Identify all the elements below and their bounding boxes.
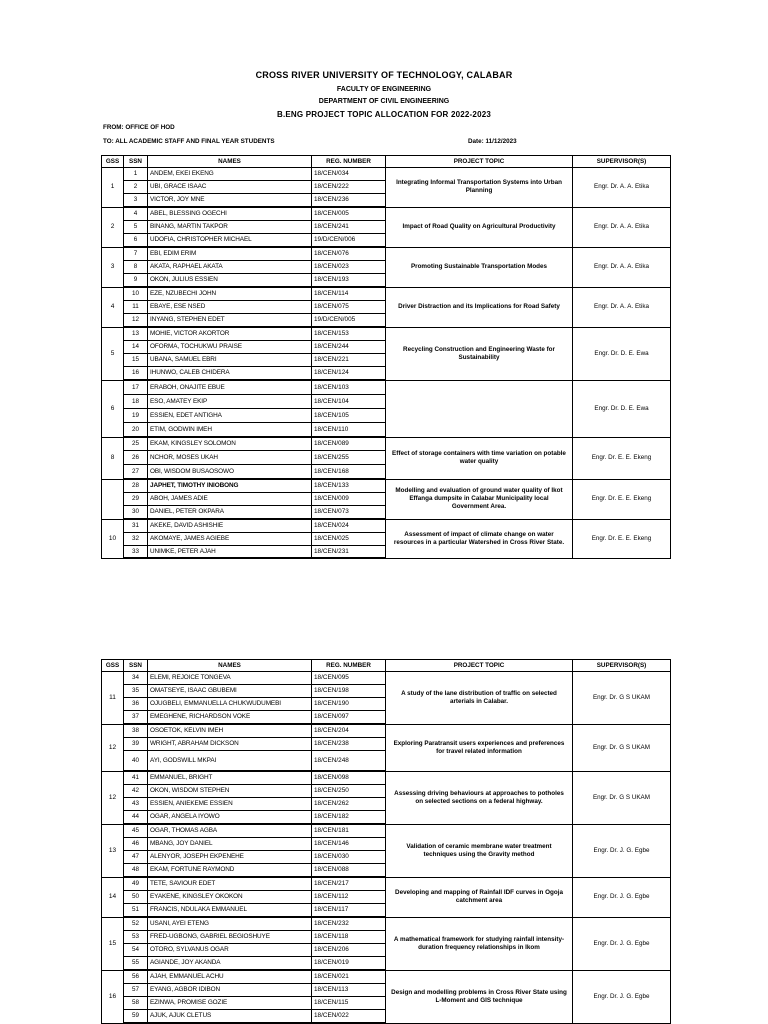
ssn-cell: 27 (124, 465, 148, 480)
reg-number-cell: 18/CEN/236 (312, 194, 386, 208)
name-cell: AJUK, AJUK CLETUS (148, 1010, 312, 1024)
ssn-cell: 10 (124, 287, 148, 301)
name-cell: EYANG, AGBOR IDIBON (148, 984, 312, 997)
ssn-cell: 15 (124, 354, 148, 367)
column-header: SUPERVISOR(S) (573, 156, 671, 168)
reg-number-cell: 18/CEN/217 (312, 877, 386, 891)
ssn-cell: 53 (124, 931, 148, 944)
header-row (102, 660, 671, 672)
supervisor: Engr. Dr. G S UKAM (573, 672, 671, 725)
reg-number-cell: 18/CEN/005 (312, 207, 386, 221)
table-row (102, 247, 671, 261)
date-line: Date: 11/12/2023 (468, 138, 517, 145)
name-cell: OBI, WISDOM BUSAOSOWO (148, 465, 312, 480)
column-header: REG. NUMBER (312, 156, 386, 168)
name-cell: OGAR, ANGELA IYOWO (148, 811, 312, 825)
ssn-cell: 48 (124, 864, 148, 878)
column-header: PROJECT TOPIC (386, 156, 573, 168)
name-cell: BINANG, MARTIN TAKPOR (148, 221, 312, 234)
reg-number-cell: 18/CEN/098 (312, 771, 386, 785)
name-cell: UBI, GRACE ISAAC (148, 181, 312, 194)
name-cell: AKOMAYE, JAMES AGIEBE (148, 533, 312, 546)
supervisor: Engr. Dr. E. E. Ekeng (573, 479, 671, 519)
name-cell: IHUNWO, CALEB CHIDERA (148, 367, 312, 381)
project-topic: Assessment of impact of climate change on water resources in a particular Watershed in Cross River State. (386, 519, 573, 558)
ssn-cell: 30 (124, 506, 148, 520)
ssn-cell: 42 (124, 785, 148, 798)
ssn-cell: 8 (124, 261, 148, 274)
ssn-cell: 2 (124, 181, 148, 194)
reg-number-cell: 18/CEN/034 (312, 168, 386, 181)
ssn-cell: 35 (124, 685, 148, 698)
ssn-cell: 17 (124, 380, 148, 395)
table-row (102, 168, 671, 181)
ssn-cell: 52 (124, 917, 148, 931)
name-cell: EBAYE, ESE NSED (148, 301, 312, 314)
reg-number-cell: 18/CEN/206 (312, 944, 386, 957)
reg-number-cell: 18/CEN/222 (312, 181, 386, 194)
reg-number-cell: 18/CEN/250 (312, 785, 386, 798)
project-topic: Developing and mapping of Rainfall IDF curves in Ogoja catchment area (386, 877, 573, 917)
ssn-cell: 7 (124, 247, 148, 261)
group-number: 12 (102, 771, 124, 824)
reg-number-cell: 18/CEN/248 (312, 751, 386, 772)
project-topic: Validation of ceramic membrane water treatment techniques using the Gravity method (386, 824, 573, 877)
ssn-cell: 36 (124, 698, 148, 711)
reg-number-cell: 18/CEN/022 (312, 1010, 386, 1024)
to-line: TO: ALL ACADEMIC STAFF AND FINAL YEAR STUDENTS (103, 138, 275, 145)
reg-number-cell: 18/CEN/244 (312, 341, 386, 354)
reg-number-cell: 18/CEN/118 (312, 931, 386, 944)
name-cell: MOHIE, VICTOR AKORTOR (148, 327, 312, 341)
table-row (102, 724, 671, 738)
table-row (102, 877, 671, 891)
name-cell: FRED-UGBONG, GABRIEL BEGIOSHUYE (148, 931, 312, 944)
name-cell: OKON, WISDOM STEPHEN (148, 785, 312, 798)
reg-number-cell: 18/CEN/103 (312, 380, 386, 395)
name-cell: ELEMI, REJOICE TONGEVA (148, 672, 312, 685)
ssn-cell: 47 (124, 851, 148, 864)
reg-number-cell: 18/CEN/030 (312, 851, 386, 864)
ssn-cell: 57 (124, 984, 148, 997)
name-cell: EZE, NZUBECHI JOHN (148, 287, 312, 301)
name-cell: ESSIEN, EDET ANTIGHA (148, 409, 312, 423)
ssn-cell: 28 (124, 479, 148, 493)
ssn-cell: 6 (124, 234, 148, 248)
group-number: 11 (102, 672, 124, 725)
group-number: 6 (102, 380, 124, 437)
reg-number-cell: 18/CEN/262 (312, 798, 386, 811)
reg-number-cell: 18/CEN/231 (312, 546, 386, 559)
ssn-cell: 38 (124, 724, 148, 738)
project-topic: A study of the lane distribution of traffic on selected arterials in Calabar. (386, 672, 573, 725)
project-topic: Driver Distraction and its Implications for Road Safety (386, 287, 573, 327)
column-header: GSS (102, 156, 124, 168)
ssn-cell: 33 (124, 546, 148, 559)
group-number: 10 (102, 519, 124, 558)
column-header: PROJECT TOPIC (386, 660, 573, 672)
table-row (102, 327, 671, 341)
reg-number-cell: 19/D/CEN/005 (312, 314, 386, 328)
name-cell: ABOH, JAMES ADIE (148, 493, 312, 506)
reg-number-cell: 18/CEN/024 (312, 519, 386, 533)
name-cell: EKAM, KINGSLEY SOLOMON (148, 437, 312, 451)
ssn-cell: 20 (124, 423, 148, 438)
name-cell: OJUGBELI, EMMANUELLA CHUKWUDUMEBI (148, 698, 312, 711)
name-cell: ALENYOR, JOSEPH EKPENEHE (148, 851, 312, 864)
reg-number-cell: 18/CEN/146 (312, 838, 386, 851)
project-topic: Assessing driving behaviours at approaches to potholes on selected sections on a federal highway. (386, 771, 573, 824)
reg-number-cell: 18/CEN/190 (312, 698, 386, 711)
reg-number-cell: 18/CEN/238 (312, 738, 386, 751)
supervisor: Engr. Dr. G S UKAM (573, 771, 671, 824)
name-cell: WRIGHT, ABRAHAM DICKSON (148, 738, 312, 751)
reg-number-cell: 18/CEN/124 (312, 367, 386, 381)
reg-number-cell: 19/D/CEN/006 (312, 234, 386, 248)
reg-number-cell: 18/CEN/168 (312, 465, 386, 480)
ssn-cell: 59 (124, 1010, 148, 1024)
supervisor: Engr. Dr. J. G. Egbe (573, 824, 671, 877)
name-cell: UDOFIA, CHRISTOPHER MICHAEL (148, 234, 312, 248)
name-cell: INYANG, STEPHEN EDET (148, 314, 312, 328)
name-cell: OTORO, SYLVANUS OGAR (148, 944, 312, 957)
ssn-cell: 46 (124, 838, 148, 851)
project-topic: Modelling and evaluation of ground water quality of Ikot Effanga dumpsite in Calabar Municipality local Government Area. (386, 479, 573, 519)
table-row (102, 287, 671, 301)
ssn-cell: 18 (124, 395, 148, 409)
table-row (102, 380, 671, 395)
name-cell: EKAM, FORTUNE RAYMOND (148, 864, 312, 878)
ssn-cell: 16 (124, 367, 148, 381)
table-row (102, 970, 671, 984)
project-topic: Design and modelling problems in Cross River State using L-Moment and GIS technique (386, 970, 573, 1023)
project-topic (386, 380, 573, 437)
reg-number-cell: 18/CEN/255 (312, 451, 386, 465)
document-title: B.ENG PROJECT TOPIC ALLOCATION FOR 2022-2023 (276, 110, 492, 119)
column-header: NAMES (148, 156, 312, 168)
from-line: FROM: OFFICE OF HOD (103, 124, 175, 131)
ssn-cell: 50 (124, 891, 148, 904)
ssn-cell: 37 (124, 711, 148, 725)
column-header: GSS (102, 660, 124, 672)
name-cell: NCHOR, MOSES UKAH (148, 451, 312, 465)
reg-number-cell: 18/CEN/089 (312, 437, 386, 451)
group-number: 8 (102, 437, 124, 479)
table-row (102, 207, 671, 221)
supervisor: Engr. Dr. J. G. Egbe (573, 877, 671, 917)
group-number: 13 (102, 824, 124, 877)
name-cell: OFORMA, TOCHUKWU PRAISE (148, 341, 312, 354)
ssn-cell: 4 (124, 207, 148, 221)
supervisor: Engr. Dr. A. A. Etika (573, 168, 671, 208)
project-topic: Integrating Informal Transportation Systems into Urban Planning (386, 168, 573, 208)
reg-number-cell: 18/CEN/198 (312, 685, 386, 698)
column-header: SSN (124, 660, 148, 672)
group-number: 14 (102, 877, 124, 917)
supervisor: Engr. Dr. D. E. Ewa (573, 380, 671, 437)
reg-number-cell: 18/CEN/104 (312, 395, 386, 409)
reg-number-cell: 18/CEN/232 (312, 917, 386, 931)
group-number: 4 (102, 287, 124, 327)
name-cell: TETE, SAVIOUR EDET (148, 877, 312, 891)
name-cell: AKATA, RAPHAEL AKATA (148, 261, 312, 274)
project-topic: Exploring Paratransit users experiences and preferences for travel related information (386, 724, 573, 771)
reg-number-cell: 18/CEN/113 (312, 984, 386, 997)
name-cell: JAPHET, TIMOTHY INIOBONG (148, 479, 312, 493)
reg-number-cell: 18/CEN/182 (312, 811, 386, 825)
ssn-cell: 3 (124, 194, 148, 208)
reg-number-cell: 18/CEN/088 (312, 864, 386, 878)
project-topic: Recycling Construction and Engineering Waste for Sustainability (386, 327, 573, 380)
ssn-cell: 45 (124, 824, 148, 838)
column-header: NAMES (148, 660, 312, 672)
name-cell: EBI, EDIM ERIM (148, 247, 312, 261)
header-row (102, 156, 671, 168)
name-cell: UNIMKE, PETER AJAH (148, 546, 312, 559)
name-cell: ANDEM, EKEI EKENG (148, 168, 312, 181)
name-cell: OMATSEYE, ISAAC GBUBEMI (148, 685, 312, 698)
reg-number-cell: 18/CEN/181 (312, 824, 386, 838)
ssn-cell: 43 (124, 798, 148, 811)
ssn-cell: 13 (124, 327, 148, 341)
allocation-table-2 (101, 659, 671, 1024)
name-cell: OSOETOK, KELVIN IMEH (148, 724, 312, 738)
name-cell: EMMANUEL, BRIGHT (148, 771, 312, 785)
reg-number-cell: 18/CEN/112 (312, 891, 386, 904)
ssn-cell: 51 (124, 904, 148, 918)
ssn-cell: 41 (124, 771, 148, 785)
name-cell: EMEGHENE, RICHARDSON VOKE (148, 711, 312, 725)
reg-number-cell: 18/CEN/110 (312, 423, 386, 438)
reg-number-cell: 18/CEN/076 (312, 247, 386, 261)
name-cell: DANIEL, PETER OKPARA (148, 506, 312, 520)
reg-number-cell: 18/CEN/117 (312, 904, 386, 918)
ssn-cell: 25 (124, 437, 148, 451)
ssn-cell: 11 (124, 301, 148, 314)
project-topic: Effect of storage containers with time variation on potable water quality (386, 437, 573, 479)
university-name: CROSS RIVER UNIVERSITY OF TECHNOLOGY, CALABAR (255, 70, 513, 80)
group-number: 5 (102, 327, 124, 380)
faculty-name: FACULTY OF ENGINEERING (336, 86, 432, 93)
ssn-cell: 12 (124, 314, 148, 328)
supervisor: Engr. Dr. A. A. Etika (573, 287, 671, 327)
table-row (102, 672, 671, 685)
ssn-cell: 26 (124, 451, 148, 465)
ssn-cell: 32 (124, 533, 148, 546)
group-number: 15 (102, 917, 124, 970)
ssn-cell: 19 (124, 409, 148, 423)
supervisor: Engr. Dr. J. G. Egbe (573, 970, 671, 1023)
reg-number-cell: 18/CEN/105 (312, 409, 386, 423)
name-cell: EYAKENE, KINGSLEY OKOKON (148, 891, 312, 904)
name-cell: ETIM, GODWIN IMEH (148, 423, 312, 438)
project-topic: Promoting Sustainable Transportation Modes (386, 247, 573, 287)
ssn-cell: 49 (124, 877, 148, 891)
table-row (102, 824, 671, 838)
ssn-cell: 54 (124, 944, 148, 957)
reg-number-cell: 18/CEN/073 (312, 506, 386, 520)
reg-number-cell: 18/CEN/009 (312, 493, 386, 506)
supervisor: Engr. Dr. G S UKAM (573, 724, 671, 771)
group-number (102, 479, 124, 519)
group-number: 3 (102, 247, 124, 287)
name-cell: AJAH, EMMANUEL ACHU (148, 970, 312, 984)
supervisor: Engr. Dr. E. E. Ekeng (573, 437, 671, 479)
supervisor: Engr. Dr. D. E. Ewa (573, 327, 671, 380)
reg-number-cell: 18/CEN/221 (312, 354, 386, 367)
table-row (102, 479, 671, 493)
group-number: 16 (102, 970, 124, 1023)
department-name: DEPARTMENT OF CIVIL ENGINEERING (318, 98, 450, 105)
name-cell: AGIANDE, JOY AKANDA (148, 957, 312, 971)
name-cell: AKEKE, DAVID ASHISHIE (148, 519, 312, 533)
ssn-cell: 55 (124, 957, 148, 971)
supervisor: Engr. Dr. E. E. Ekeng (573, 519, 671, 558)
name-cell: AYI, GODSWILL MKPAI (148, 751, 312, 772)
name-cell: OKON, JULIUS ESSIEN (148, 274, 312, 288)
ssn-cell: 29 (124, 493, 148, 506)
ssn-cell: 5 (124, 221, 148, 234)
table-row (102, 917, 671, 931)
name-cell: FRANCIS, NDULAKA EMMANUEL (148, 904, 312, 918)
reg-number-cell: 18/CEN/204 (312, 724, 386, 738)
reg-number-cell: 18/CEN/097 (312, 711, 386, 725)
name-cell: OGAR, THOMAS AGBA (148, 824, 312, 838)
name-cell: MBANG, JOY DANIEL (148, 838, 312, 851)
supervisor: Engr. Dr. A. A. Etika (573, 207, 671, 247)
name-cell: UBANA, SAMUEL EBRI (148, 354, 312, 367)
supervisor: Engr. Dr. A. A. Etika (573, 247, 671, 287)
ssn-cell: 9 (124, 274, 148, 288)
supervisor: Engr. Dr. J. G. Egbe (573, 917, 671, 970)
table-row (102, 771, 671, 785)
project-topic: A mathematical framework for studying rainfall intensity-duration frequency relationships in Ikom (386, 917, 573, 970)
ssn-cell: 14 (124, 341, 148, 354)
reg-number-cell: 18/CEN/193 (312, 274, 386, 288)
project-topic: Impact of Road Quality on Agricultural Productivity (386, 207, 573, 247)
ssn-cell: 1 (124, 168, 148, 181)
reg-number-cell: 18/CEN/153 (312, 327, 386, 341)
reg-number-cell: 18/CEN/023 (312, 261, 386, 274)
reg-number-cell: 18/CEN/115 (312, 997, 386, 1010)
group-number: 12 (102, 724, 124, 771)
column-header: REG. NUMBER (312, 660, 386, 672)
reg-number-cell: 18/CEN/075 (312, 301, 386, 314)
ssn-cell: 44 (124, 811, 148, 825)
allocation-table-1 (101, 155, 671, 559)
table-row (102, 519, 671, 533)
table-row (102, 437, 671, 451)
ssn-cell: 58 (124, 997, 148, 1010)
reg-number-cell: 18/CEN/114 (312, 287, 386, 301)
reg-number-cell: 18/CEN/133 (312, 479, 386, 493)
ssn-cell: 56 (124, 970, 148, 984)
reg-number-cell: 18/CEN/025 (312, 533, 386, 546)
column-header: SSN (124, 156, 148, 168)
ssn-cell: 39 (124, 738, 148, 751)
name-cell: USANI, AYEI ETENG (148, 917, 312, 931)
reg-number-cell: 18/CEN/241 (312, 221, 386, 234)
name-cell: ESO, AMATEY EKIP (148, 395, 312, 409)
reg-number-cell: 18/CEN/021 (312, 970, 386, 984)
name-cell: ABEL, BLESSING OGECHI (148, 207, 312, 221)
group-number: 1 (102, 168, 124, 208)
name-cell: EZINWA, PROMISE GOZIE (148, 997, 312, 1010)
ssn-cell: 40 (124, 751, 148, 772)
reg-number-cell: 18/CEN/095 (312, 672, 386, 685)
name-cell: ERABOH, ONAJITE EBUE (148, 380, 312, 395)
group-number: 2 (102, 207, 124, 247)
name-cell: ESSIEN, ANIEKEME ESSIEN (148, 798, 312, 811)
ssn-cell: 31 (124, 519, 148, 533)
reg-number-cell: 18/CEN/019 (312, 957, 386, 971)
column-header: SUPERVISOR(S) (573, 660, 671, 672)
name-cell: VICTOR, JOY MNE (148, 194, 312, 208)
ssn-cell: 34 (124, 672, 148, 685)
